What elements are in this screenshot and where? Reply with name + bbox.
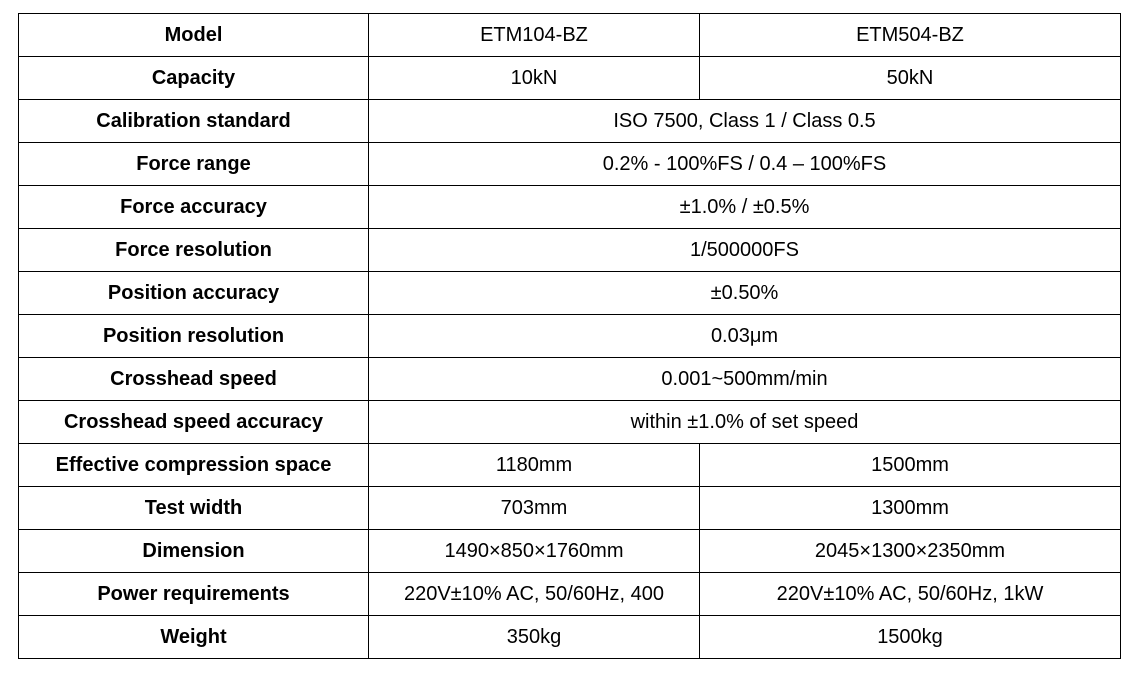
table-cell: 350kg xyxy=(369,616,700,659)
row-label: Calibration standard xyxy=(19,100,369,143)
row-label: Weight xyxy=(19,616,369,659)
row-label: Position accuracy xyxy=(19,272,369,315)
table-cell: 10kN xyxy=(369,57,700,100)
table-cell: 0.03μm xyxy=(369,315,1121,358)
table-row xyxy=(19,487,1121,530)
table-cell: ±1.0% / ±0.5% xyxy=(369,186,1121,229)
table-row xyxy=(19,14,1121,57)
table-cell: 220V±10% AC, 50/60Hz, 400 xyxy=(369,573,700,616)
table-row xyxy=(19,616,1121,659)
row-label: Test width xyxy=(19,487,369,530)
table-cell: 50kN xyxy=(700,57,1121,100)
table-cell: 220V±10% AC, 50/60Hz, 1kW xyxy=(700,573,1121,616)
table-cell: 1300mm xyxy=(700,487,1121,530)
table-row xyxy=(19,530,1121,573)
table-row xyxy=(19,573,1121,616)
row-label: Dimension xyxy=(19,530,369,573)
table-cell: 0.001~500mm/min xyxy=(369,358,1121,401)
table-cell: ETM504-BZ xyxy=(700,14,1121,57)
spec-table xyxy=(18,13,1121,659)
table-row xyxy=(19,57,1121,100)
row-label: Crosshead speed xyxy=(19,358,369,401)
table-cell: 1180mm xyxy=(369,444,700,487)
table-row xyxy=(19,229,1121,272)
table-cell: within ±1.0% of set speed xyxy=(369,401,1121,444)
table-row xyxy=(19,143,1121,186)
table-cell: 703mm xyxy=(369,487,700,530)
row-label: Power requirements xyxy=(19,573,369,616)
row-label: Force range xyxy=(19,143,369,186)
table-cell: 1/500000FS xyxy=(369,229,1121,272)
table-cell: ISO 7500, Class 1 / Class 0.5 xyxy=(369,100,1121,143)
row-label: Model xyxy=(19,14,369,57)
table-row xyxy=(19,100,1121,143)
table-row xyxy=(19,401,1121,444)
table-cell: 1490×850×1760mm xyxy=(369,530,700,573)
table-cell: 0.2% - 100%FS / 0.4 – 100%FS xyxy=(369,143,1121,186)
table-cell: ±0.50% xyxy=(369,272,1121,315)
row-label: Force resolution xyxy=(19,229,369,272)
table-cell: ETM104-BZ xyxy=(369,14,700,57)
table-row xyxy=(19,315,1121,358)
row-label: Effective compression space xyxy=(19,444,369,487)
table-row xyxy=(19,272,1121,315)
table-row xyxy=(19,444,1121,487)
row-label: Capacity xyxy=(19,57,369,100)
table-cell: 1500mm xyxy=(700,444,1121,487)
row-label: Crosshead speed accuracy xyxy=(19,401,369,444)
row-label: Position resolution xyxy=(19,315,369,358)
row-label: Force accuracy xyxy=(19,186,369,229)
table-cell: 1500kg xyxy=(700,616,1121,659)
table-row xyxy=(19,186,1121,229)
table-cell: 2045×1300×2350mm xyxy=(700,530,1121,573)
table-row xyxy=(19,358,1121,401)
